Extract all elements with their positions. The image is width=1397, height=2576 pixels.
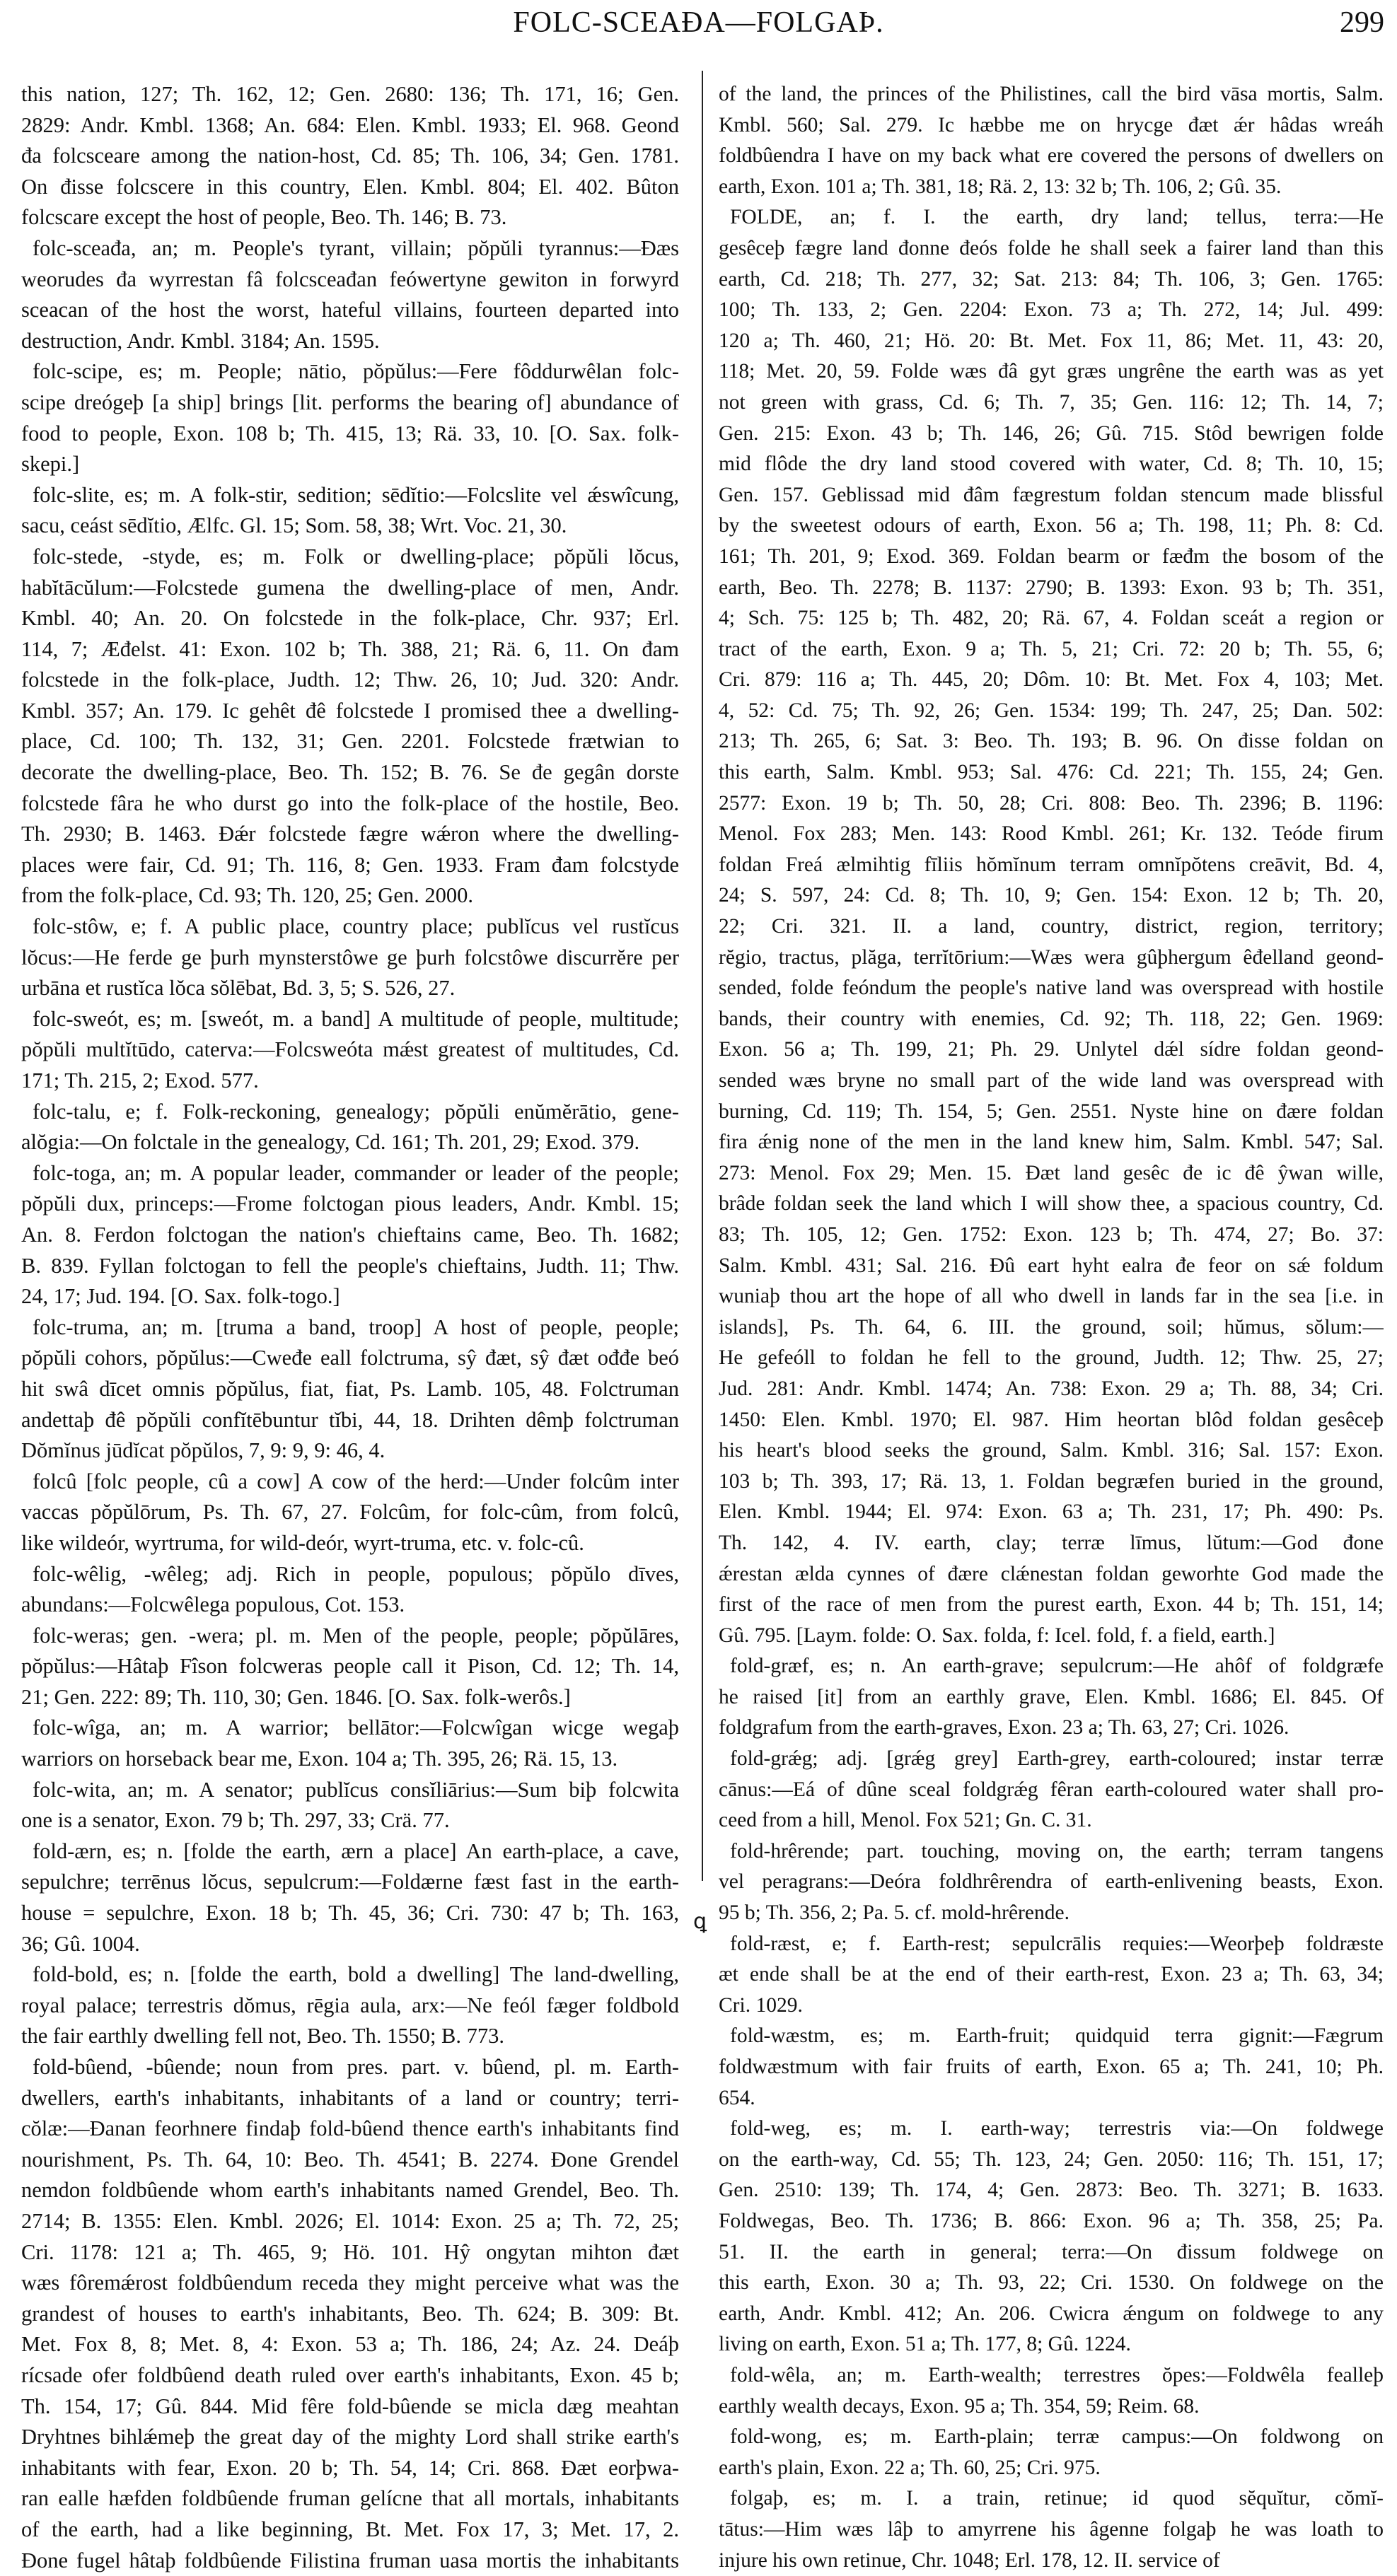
text-line: lŏcus:—He ferde ge þurh mynsterstôwe ge þurh folcstôwe discurrĕre per [21,943,679,974]
text-line: fold-wong, es; m. Earth-plain; terræ campus:—On foldwong on [719,2422,1384,2453]
text-line: earthly wealth decays, Exon. 95 a; Th. 354, 59; Reim. 68. [719,2391,1384,2423]
text-line: earth's plain, Exon. 22 a; Th. 60, 25; Cri. 975. [719,2453,1384,2484]
text-line: 2714; B. 1355: Elen. Kmbl. 2026; El. 1014: Exon. 25 a; Th. 72, 25; [21,2206,679,2237]
text-line: 114, 7; Æđelst. 41: Exon. 102 b; Th. 388, 21; Rä. 6, 11. On đam [21,634,679,665]
text-line: fold-grǽg; adj. [grǽg grey] Earth-grey, earth-coloured; instar terræ [719,1744,1384,1775]
text-line: fira ǽnig none of the men in the land knew him, Salm. Kmbl. 547; Sal. [719,1127,1384,1158]
text-line: living on earth, Exon. 51 a; Th. 177, 8; Gû. 1224. [719,2329,1384,2360]
text-line: foldwæstmum with fair fruits of earth, Exon. 65 a; Th. 241, 10; Ph. [719,2052,1384,2083]
text-line: 24, 17; Jud. 194. [O. Sax. folk-togo.] [21,1281,679,1312]
text-line: tract of the earth, Exon. 9 a; Th. 5, 21; Cri. 72: 20 b; Th. 55, 6; [719,634,1384,665]
text-line: food to people, Exon. 108 b; Th. 415, 13; Rä. 33, 10. [O. Sax. folk- [21,419,679,450]
column-divider [702,71,703,1881]
text-line: folc-slite, es; m. A folk-stir, sedition; sēdĭtio:—Folcslite vel ǽswîcung, [21,480,679,511]
text-line: folcstede in the folk-place, Judth. 12; Thw. 26, 10; Jud. 320: Andr. [21,665,679,696]
text-line: đa folcsceare among the nation-host, Cd. 85; Th. 106, 34; Gen. 1781. [21,141,679,172]
text-line: folcscare except the host of people, Beo. Th. 146; B. 73. [21,202,679,233]
text-line: first of the race of men from the purest earth, Exon. 44 b; Th. 151, 14; [719,1590,1384,1621]
text-line: royal palace; terrestris dŏmus, rēgia aula, arx:—Ne feól fæger foldbold [21,1991,679,2022]
text-line: habĭtācŭlum:—Folcstede gumena the dwelling-place of men, Andr. [21,573,679,604]
text-line: æt ende shall be at the end of their earth-rest, Exon. 23 a; Th. 63, 34; [719,1959,1384,1991]
text-line: cānus:—Eá of dûne sceal foldgrǽg fêran earth-coloured water shall pro- [719,1775,1384,1806]
text-line: Jud. 281: Andr. Kmbl. 1474; An. 738: Exon. 29 a; Th. 88, 34; Cri. [719,1374,1384,1405]
text-line: burning, Cd. 119; Th. 154, 5; Gen. 2551. Nyste hine on đære foldan [719,1097,1384,1128]
text-line: On đisse folcscere in this country, Elen. Kmbl. 804; El. 402. Bûton [21,172,679,203]
text-line: sended, folde feóndum the people's native land was overspread with hostile [719,973,1384,1004]
text-line: his heart's blood seeks the ground, Salm. Kmbl. 316; Sal. 157: Exon. [719,1435,1384,1467]
text-line: folc-scipe, es; m. People; nātio, pŏpŭlus:—Fere fôddurwêlan folc- [21,356,679,387]
text-line: inhabitants with fear, Exon. 20 b; Th. 54, 14; Cri. 868. Đæt eorþwa- [21,2453,679,2484]
text-line: andettaþ đê pŏpŭli confĭtēbuntur tĭbi, 44, 18. Drihten dêmþ folctruman [21,1405,679,1436]
text-line: folc-weras; gen. -wera; pl. m. Men of the people, people; pŏpŭlāres, [21,1621,679,1652]
text-line: tātus:—Him wæs lâþ to amyrrene his âgenne folgaþ he was loath to [719,2514,1384,2546]
text-line: decorate the dwelling-place, Beo. Th. 152; B. 76. Se đe gegân dorste [21,757,679,788]
text-line: fold-ræst, e; f. Earth-rest; sepulcrālis requies:—Weorþeþ foldræste [719,1929,1384,1960]
text-line: wuniaþ thou art the hope of all who dwell in lands far in the sea [i.e. in [719,1281,1384,1312]
text-line: Foldwegas, Beo. Th. 1736; B. 866: Exon. 96 a; Th. 358, 25; Pa. [719,2206,1384,2237]
text-line: Th. 2930; B. 1463. Đǽr folcstede fægre wǽron where the dwelling- [21,819,679,850]
text-line: nemdon foldbûende whom earth's inhabitants named Grendel, Beo. Th. [21,2175,679,2206]
text-line: earth, Cd. 218; Th. 277, 32; Sat. 213: 84; Th. 106, 3; Gen. 1765: [719,264,1384,296]
text-line: Kmbl. 560; Sal. 279. Ic hæbbe me on hrycge đæt ǽr hâdas wreáh [719,110,1384,141]
page-header [0,6,1397,55]
text-line: 4, 52: Cd. 75; Th. 92, 26; Gen. 1534: 199; Th. 247, 25; Dan. 502: [719,696,1384,727]
text-line: Met. Fox 8, 8; Met. 8, 4: Exon. 53 a; Th. 186, 24; Az. 24. Deáþ [21,2329,679,2360]
text-line: of the earth, had a like beginning, Bt. Met. Fox 17, 3; Met. 17, 2. [21,2514,679,2546]
text-line: sended wæs bryne no small part of the wide land was overspread with [719,1066,1384,1097]
text-line: weorudes đa wyrrestan fâ folcsceađan feówertyne gewiton in forwyrd [21,264,679,296]
right-column [719,79,1384,2576]
text-line: Kmbl. 357; An. 179. Ic gehêt đê folcstede I promised thee a dwelling- [21,696,679,727]
text-line: urbāna et rustĭca lŏca sŏlēbat, Bd. 3, 5; S. 526, 27. [21,973,679,1004]
text-line: destruction, Andr. Kmbl. 3184; An. 1595. [21,326,679,357]
text-line: fold-bûend, -bûende; noun from pres. part. v. bûend, pl. m. Earth- [21,2052,679,2083]
text-line: 273: Menol. Fox 29; Men. 15. Đæt land gesêc đe ic đê ŷwan wille, [719,1158,1384,1189]
text-line: skepi.] [21,449,679,480]
text-line: from the folk-place, Cd. 93; Th. 120, 25; Gen. 2000. [21,880,679,911]
left-column [21,79,679,2576]
text-line: folc-truma, an; m. [truma a band, troop] A host of people, people; [21,1312,679,1344]
text-line: mid flôde the dry land stood covered with water, Cd. 8; Th. 10, 15; [719,449,1384,480]
text-line: 24; S. 597, 24: Cd. 8; Th. 10, 9; Gen. 154: Exon. 12 b; Th. 20, [719,880,1384,911]
text-line: one is a senator, Exon. 79 b; Th. 297, 33; Crä. 77. [21,1805,679,1836]
text-line: sepulchre; terrēnus lŏcus, sepulcrum:—Foldærne fæst fast in the earth- [21,1867,679,1898]
text-line: he raised [it] from an earthly grave, Elen. Kmbl. 1686; El. 845. Of [719,1682,1384,1713]
text-line: Th. 154, 17; Gû. 844. Mid fêre fold-bûende se micla dæg meahtan [21,2391,679,2423]
text-line: folc-toga, an; m. A popular leader, commander or leader of the people; [21,1158,679,1189]
text-line: ǽrestan ælda cynnes of đære clǽnestan foldan geworhte God made the [719,1559,1384,1590]
text-line: not green with grass, Cd. 6; Th. 7, 35; Gen. 116: 12; Th. 14, 7; [719,387,1384,419]
text-line: Kmbl. 40; An. 20. On folcstede in the folk-place, Chr. 937; Erl. [21,603,679,634]
text-line: cŏlæ:—Đanan feorhnere findaþ fold-bûend thence earth's inhabitants find [21,2114,679,2145]
text-line: by the sweetest odours of earth, Exon. 56 a; Th. 198, 11; Ph. 8: Cd. [719,511,1384,542]
running-head: FOLC-SCEAĐA—FOLGAÞ. [0,6,1397,40]
text-line: pŏpŭli multĭtūdo, caterva:—Folcsweóta mǽst greatest of multitudes, Cd. [21,1035,679,1066]
text-line: FOLDE, an; f. I. the earth, dry land; tellus, terra:—He [719,202,1384,233]
text-line: Gû. 795. [Laym. folde: O. Sax. folda, f: Icel. fold, f. a field, earth.] [719,1621,1384,1652]
text-line: Đone fugel hâtaþ foldbûende Filistina fruman uasa mortis the inhabitants [21,2546,679,2576]
text-line: alŏgia:—On folctale in the genealogy, Cd. 161; Th. 201, 29; Exod. 379. [21,1127,679,1158]
text-line: folc-wêlig, -wêleg; adj. Rich in people, populous; pŏpŭlo dīves, [21,1559,679,1590]
text-line: abundans:—Folcwêlega populous, Cot. 153. [21,1590,679,1621]
text-line: Gen. 2510: 139; Th. 174, 4; Gen. 2873: Beo. Th. 3271; B. 1633. [719,2175,1384,2206]
page-number: 299 [1340,6,1384,40]
text-line: wæs fôremǽrost foldbûendum receda they might perceive what was the [21,2268,679,2299]
text-line: 51. II. the earth in general; terra:—On đissum foldwege on [719,2237,1384,2268]
text-line: folc-wîga, an; m. A warrior; bellātor:—Folcwîgan wicge wegaþ [21,1713,679,1744]
text-line: scipe dreógeþ [a ship] brings [lit. performs the bearing of] abundance of [21,387,679,419]
text-line: folc-stôw, e; f. A public place, country place; publĭcus vel rustĭcus [21,911,679,943]
text-line: fold-ærn, es; n. [folde the earth, ærn a place] An earth-place, a cave, [21,1836,679,1867]
text-line: Cri. 1029. [719,1991,1384,2022]
text-line: this earth, Salm. Kmbl. 953; Sal. 476: Cd. 221; Th. 155, 24; Gen. [719,757,1384,788]
text-line: fold-græf, es; n. An earth-grave; sepulcrum:—He ahôf of foldgræfe [719,1651,1384,1682]
text-line: Dŏmĭnus jūdĭcat pŏpŭlos, 7, 9: 9, 9: 46, 4. [21,1435,679,1467]
text-line: 1450: Elen. Kmbl. 1970; El. 987. Him heortan blôd foldan gesêceþ [719,1405,1384,1436]
text-line: vel peragrans:—Deóra foldhrêrendra of earth-enlivening beasts, Exon. [719,1867,1384,1898]
text-line: 100; Th. 133, 2; Gen. 2204: Exon. 73 a; Th. 272, 14; Jul. 499: [719,295,1384,326]
text-line: rícsade ofer foldbûend death ruled over earth's inhabitants, Exon. 45 b; [21,2360,679,2391]
text-line: foldgrafum from the earth-graves, Exon. 23 a; Th. 63, 27; Cri. 1026. [719,1713,1384,1744]
text-line: places were fair, Cd. 91; Th. 116, 8; Gen. 1933. Fram đam folcstyde [21,850,679,881]
text-line: 171; Th. 215, 2; Exod. 577. [21,1066,679,1097]
text-line: the fair earthly dwelling fell not, Beo. Th. 1550; B. 773. [21,2021,679,2052]
text-line: folgaþ, es; m. I. a train, retinue; id quod sĕquĭtur, cŏmĭ- [719,2483,1384,2514]
text-line: hit swâ dīcet omnis pŏpŭlus, fiat, fiat, Ps. Lamb. 105, 48. Folctruman [21,1374,679,1405]
text-line: place, Cd. 100; Th. 132, 31; Gen. 2201. Folcstede frætwian to [21,726,679,757]
text-line: Cri. 879: 116 a; Th. 445, 20; Dôm. 10: Bt. Met. Fox 4, 103; Met. [719,665,1384,696]
text-line: foldan Freá ælmihtig fīliis hŏmĭnum terram omnĭpŏtens creāvit, Bd. 4, [719,850,1384,881]
text-line: 21; Gen. 222: 89; Th. 110, 30; Gen. 1846. [O. Sax. folk-werôs.] [21,1682,679,1713]
text-line: folc-sceađa, an; m. People's tyrant, villain; pŏpŭli tyrannus:—Đæs [21,233,679,264]
text-line: Salm. Kmbl. 431; Sal. 216. Đû eart hyht ealra đe feor on sǽ foldum [719,1251,1384,1282]
text-line: brâde foldan seek the land which I will show thee, a spacious country, Cd. [719,1189,1384,1220]
text-line: gesêceþ fægre land đonne đeós folde he shall seek a fairer land than this [719,233,1384,264]
text-line: pŏpŭlus:—Hâtaþ Fîson folcweras people call it Pison, Cd. 12; Th. 14, [21,1651,679,1682]
text-line: Gen. 215: Exon. 43 b; Th. 146, 26; Gû. 715. Stôd bewrigen folde [719,419,1384,450]
text-line: foldbûendra I have on my back what ere covered the persons of dwellers on [719,141,1384,172]
text-line: sacu, ceást sēdĭtio, Ælfc. Gl. 15; Som. 58, 38; Wrt. Voc. 21, 30. [21,511,679,542]
text-line: Menol. Fox 283; Men. 143: Rood Kmbl. 261; Kr. 132. Teóde firum [719,819,1384,850]
text-line: ran ealle hæfden foldbûende fruman gelícne that all mortals, inhabitants [21,2483,679,2514]
text-line: folcstede fâra he who durst go into the folk-place of the hostile, Beo. [21,788,679,820]
text-line: Elen. Kmbl. 1944; El. 974: Exon. 63 a; Th. 231, 17; Ph. 490: Ps. [719,1497,1384,1528]
text-line: fold-weg, es; m. I. earth-way; terrestris via:—On foldwege [719,2114,1384,2145]
text-line: warriors on horseback bear me, Exon. 104 a; Th. 395, 26; Rä. 15, 13. [21,1744,679,1775]
text-line: this nation, 127; Th. 162, 12; Gen. 2680: 136; Th. 171, 16; Gen. [21,79,679,110]
text-line: Dryhtnes bihlǽmeþ the great day of the mighty Lord shall strike earth's [21,2422,679,2453]
text-line: 95 b; Th. 356, 2; Pa. 5. cf. mold-hrêrende. [719,1898,1384,1929]
text-line: bands, their country with enemies, Cd. 92; Th. 118, 22; Gen. 1969: [719,1004,1384,1035]
text-line: 118; Met. 20, 59. Folde wæs đâ gyt græs ungrêne the earth was as yet [719,356,1384,387]
text-line: Exon. 56 a; Th. 199, 21; Ph. 29. Unlytel dǽl sídre foldan geond- [719,1035,1384,1066]
text-line: like wildeór, wyrtruma, for wild-deór, wyrt-truma, etc. v. folc-cû. [21,1528,679,1559]
text-line: Gen. 157. Geblissad mid đâm fægrestum foldan stencum made blissful [719,480,1384,511]
text-line: folcû [folc people, cû a cow] A cow of the herd:—Under folcûm inter [21,1467,679,1498]
text-line: earth, Exon. 101 a; Th. 381, 18; Rä. 2, 13: 32 b; Th. 106, 2; Gû. 35. [719,172,1384,203]
text-line: 161; Th. 201, 9; Exod. 369. Foldan bearm or fæđm the bosom of the [719,542,1384,573]
text-line: B. 839. Fyllan folctogan to fell the people's chieftains, Judth. 11; Thw. [21,1251,679,1282]
text-line: folc-stede, -styde, es; m. Folk or dwelling-place; pŏpŭli lŏcus, [21,542,679,573]
text-line: folc-talu, e; f. Folk-reckoning, genealogy; pŏpŭli enŭmĕrātio, gene- [21,1097,679,1128]
text-line: 120 a; Th. 460, 21; Hö. 20: Bt. Met. Fox 11, 86; Met. 11, 43: 20, [719,326,1384,357]
text-line: 2577: Exon. 19 b; Th. 50, 28; Cri. 808: Beo. Th. 2396; B. 1196: [719,788,1384,820]
text-line: 103 b; Th. 393, 17; Rä. 13, 1. Foldan begræfen buried in the ground, [719,1467,1384,1498]
text-line: Th. 142, 4. IV. earth, clay; terræ līmus, lŭtum:—God đone [719,1528,1384,1559]
text-line: house = sepulchre, Exon. 18 b; Th. 45, 36; Cri. 730: 47 b; Th. 163, [21,1898,679,1929]
text-line: fold-bold, es; n. [folde the earth, bold a dwelling] The land-dwelling, [21,1959,679,1991]
text-line: on the earth-way, Cd. 55; Th. 123, 24; Gen. 2050: 116; Th. 151, 17; [719,2145,1384,2176]
text-line: An. 8. Ferdon folctogan the nation's chieftains came, Beo. Th. 1682; [21,1220,679,1251]
text-line: 4; Sch. 75: 125 b; Th. 482, 20; Rä. 67, 4. Foldan sceát a region or [719,603,1384,634]
text-line: fold-wæstm, es; m. Earth-fruit; quidquid terra gignit:—Fægrum [719,2021,1384,2052]
text-line: ceed from a hill, Menol. Fox 521; Gn. C. 31. [719,1805,1384,1836]
text-line: folc-sweót, es; m. [sweót, m. a band] A multitude of people, multitude; [21,1004,679,1035]
text-line: 36; Gû. 1004. [21,1929,679,1960]
text-line: folc-wita, an; m. A senator; publĭcus consĭliārius:—Sum biþ folcwita [21,1775,679,1806]
text-line: rĕgio, tractus, plăga, terrĭtōrium:—Wæs wera gûþhergum êđelland geond- [719,943,1384,974]
text-line: fold-wêla, an; m. Earth-wealth; terrestres ŏpes:—Foldwêla fealleþ [719,2360,1384,2391]
text-line: 83; Th. 105, 12; Gen. 1752: Exon. 123 b; Th. 474, 27; Bo. 37: [719,1220,1384,1251]
text-line: pŏpŭli dux, princeps:—Frome folctogan pious leaders, Andr. Kmbl. 15; [21,1189,679,1220]
text-line: this earth, Exon. 30 a; Th. 93, 22; Cri. 1530. On foldwege on the [719,2268,1384,2299]
text-line: earth, Beo. Th. 2278; B. 1137: 2790; B. 1393: Exon. 93 b; Th. 351, [719,573,1384,604]
text-line: Cri. 1178: 121 a; Th. 465, 9; Hö. 101. Hŷ ongytan mihton đæt [21,2237,679,2268]
text-line: 213; Th. 265, 6; Sat. 3: Beo. Th. 193; B. 96. On đisse foldan on [719,726,1384,757]
text-line: injure his own retinue, Chr. 1048; Erl. 178, 12. II. service of [719,2546,1384,2576]
signature-mark: ꝗ [693,1909,707,1934]
text-line: dwellers, earth's inhabitants, inhabitants of a land or country; terri- [21,2083,679,2114]
text-line: sceacan of the host the worst, hateful villains, fourteen departed into [21,295,679,326]
text-line: islands], Ps. Th. 64, 6. III. the ground, soil; hŭmus, sŏlum:— [719,1312,1384,1344]
text-line: 22; Cri. 321. II. a land, country, district, region, territory; [719,911,1384,943]
text-line: nourishment, Ps. Th. 64, 10: Beo. Th. 4541; B. 2274. Đone Grendel [21,2145,679,2176]
text-line: He gefeóll to foldan he fell to the ground, Judth. 12; Thw. 25, 27; [719,1343,1384,1374]
text-line: pŏpŭli cohors, pŏpŭlus:—Cweđe eall folctruma, sŷ đæt, sŷ đæt ođđe beó [21,1343,679,1374]
text-line: earth, Andr. Kmbl. 412; An. 206. Cwicra ǽngum on foldwege to any [719,2299,1384,2330]
text-line: vaccas pŏpŭlōrum, Ps. Th. 67, 27. Folcûm, for folc-cûm, from folcû, [21,1497,679,1528]
text-line: of the land, the princes of the Philistines, call the bird vāsa mortis, Salm. [719,79,1384,110]
text-line: fold-hrêrende; part. touching, moving on, the earth; terram tangens [719,1836,1384,1867]
text-line: grandest of houses to earth's inhabitants, Beo. Th. 624; B. 309: Bt. [21,2299,679,2330]
text-line: 654. [719,2083,1384,2114]
text-line: 2829: Andr. Kmbl. 1368; An. 684: Elen. Kmbl. 1933; El. 968. Geond [21,110,679,141]
